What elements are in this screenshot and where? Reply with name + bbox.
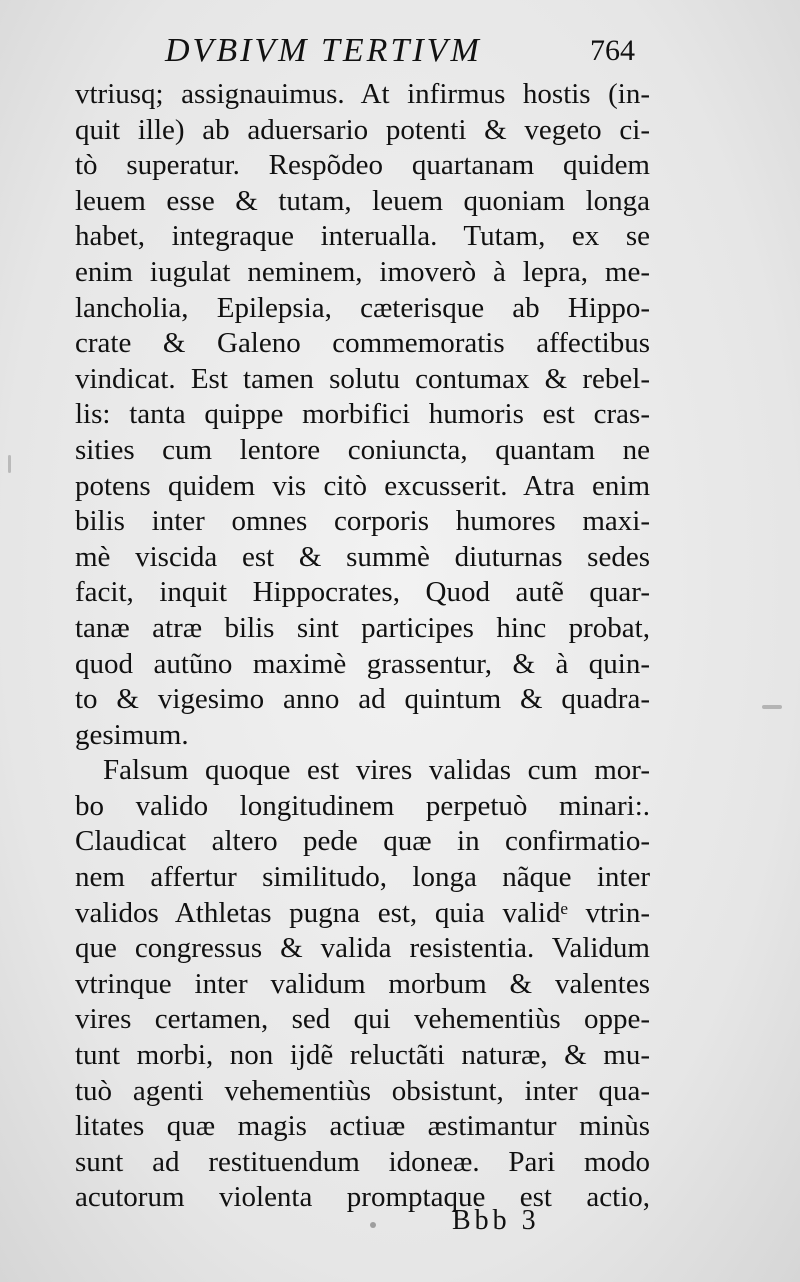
text-line: habet, integraque interualla. Tutam, ex se [75,220,650,253]
body-text [75,77,650,1216]
text-line: bilis inter omnes corporis humores maxi- [75,505,650,538]
text-line: sunt ad restituendum idoneæ. Pari modo [75,1145,650,1178]
text-line: vtrinque inter validum morbum & valentes [75,967,650,1000]
paragraph-start-line: Falsum quoque est vires validas cum mor- [103,754,650,787]
page-number: 764 [590,34,635,67]
text-line: lancholia, Epilepsia, cæterisque ab Hippo- [75,291,650,324]
text-line: que congressus & valida resistentia. Validum [75,932,650,965]
page-header [0,30,800,80]
text-line: tanæ atræ bilis sint participes hinc probat, [75,611,650,644]
paper-speck [762,705,782,709]
text-line: potens quidem vis citò excusserit. Atra enim [75,469,650,502]
text-line: enim iugulat neminem, imoverò à lepra, me- [75,255,650,288]
text-line: vtriusq; assignauimus. At infirmus hostis (in- [75,78,650,110]
text-line: tunt morbi, non ijdẽ reluctãti naturæ, & mu- [75,1039,650,1072]
text-line: Claudicat altero pede quæ in confirmatio- [75,825,650,858]
text-line: mè viscida est & summè diuturnas sedes [75,540,650,573]
text-line: vires certamen, sed qui vehementiùs oppe- [75,1003,650,1036]
text-line: tò superatur. Respõdeo quartanam quidem [75,149,650,182]
paper-speck [370,1222,376,1228]
text-line: leuem esse & tutam, leuem quoniam longa [75,184,650,217]
text-line: nem affertur similitudo, longa nãque inter [75,861,650,894]
text-line: sities cum lentore coniuncta, quantam ne [75,433,650,466]
paper-speck [8,455,11,473]
text-line: facit, inquit Hippocrates, Quod autẽ quar- [75,576,650,609]
text-line: to & vigesimo anno ad quintum & quadra- [75,683,650,716]
text-line: vindicat. Est tamen solutu contumax & rebel- [75,362,650,395]
signature-mark: Bbb 3 [452,1205,540,1236]
running-head: DVBIVM TERTIVM [165,32,482,69]
paragraph-end-line: gesimum. [75,718,189,751]
text-line: quod autũno maximè grassentur, & à quin- [75,647,650,680]
text-line: quit ille) ab aduersario potenti & vegeto ci- [75,113,650,146]
text-line: lis: tanta quippe morbifici humoris est cras- [75,398,650,431]
text-line: acutorum violenta promptaque est actio, [75,1181,650,1214]
text-line: litates quæ magis actiuæ æstimantur minùs [75,1110,650,1143]
text-line: validos Athletas pugna est, quia validᵉ vtrin- [75,896,650,929]
text-line: crate & Galeno commemoratis affectibus [75,327,650,360]
text-line: bo valido longitudinem perpetuò minari:. [75,789,650,822]
text-line: tuò agenti vehementiùs obsistunt, inter qua- [75,1074,650,1107]
